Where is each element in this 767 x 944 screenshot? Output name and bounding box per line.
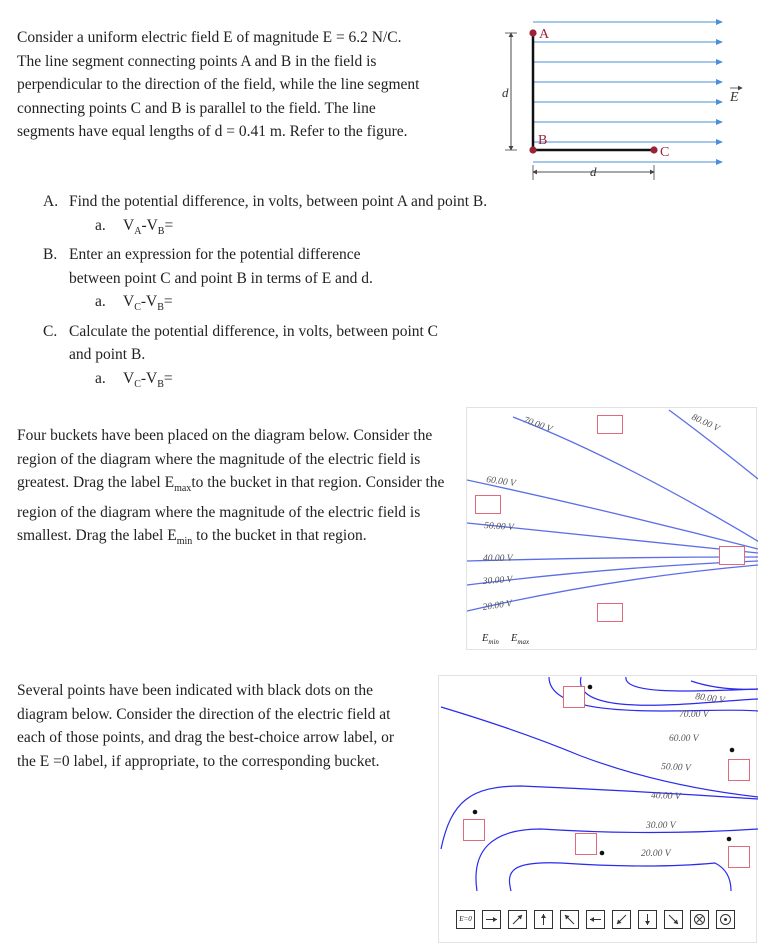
contour-label-70-b: 70.00 V bbox=[679, 710, 709, 720]
part-c-sub-letter: a. bbox=[95, 369, 106, 387]
up-right-arrow-icon[interactable] bbox=[508, 910, 527, 929]
part-a-text: Find the potential difference, in volts, between point A and point B. bbox=[69, 193, 488, 210]
part-a-sub-letter: a. bbox=[95, 216, 106, 234]
part-b bbox=[43, 243, 413, 290]
down-left-arrow-icon[interactable] bbox=[612, 910, 631, 929]
part-c-answer-label[interactable]: $V_C-V_B=$ bbox=[123, 369, 173, 390]
field-e-label: E bbox=[730, 90, 739, 105]
direction-bucket-5[interactable] bbox=[728, 846, 750, 868]
d-vertical-label: d bbox=[502, 85, 509, 100]
part-b-answer-row bbox=[95, 290, 563, 320]
contour-label-70: 70.00 V bbox=[521, 415, 554, 435]
point-a-label: A bbox=[539, 27, 550, 42]
uniform-field-figure bbox=[490, 10, 760, 192]
field-magnitude-diagram bbox=[466, 407, 757, 650]
contour-label-30-b: 30.00 V bbox=[646, 821, 676, 831]
emin-label[interactable]: $E_{min}$ bbox=[482, 633, 499, 647]
part-b-letter: B. bbox=[43, 246, 58, 264]
problem1-parts bbox=[43, 190, 563, 396]
part-c-letter: C. bbox=[43, 322, 58, 340]
into-page-icon[interactable] bbox=[690, 910, 709, 929]
down-arrow-icon[interactable] bbox=[638, 910, 657, 929]
out-of-page-icon[interactable] bbox=[716, 910, 735, 929]
up-arrow-icon[interactable] bbox=[534, 910, 553, 929]
part-c bbox=[43, 320, 443, 367]
d-horizontal-label: d bbox=[590, 164, 597, 179]
contour-label-30: 30.00 V bbox=[482, 574, 513, 587]
contour-label-20-b: 20.00 V bbox=[641, 849, 671, 859]
bucket-top-center[interactable] bbox=[597, 415, 623, 434]
contour-label-40-b: 40.00 V bbox=[650, 791, 681, 803]
part-c-text: Calculate the potential difference, in volts, between point C and point B. bbox=[69, 322, 439, 364]
contour-label-60: 60.00 V bbox=[485, 475, 517, 490]
right-arrow-icon[interactable] bbox=[482, 910, 501, 929]
emax-label[interactable]: $E_{max}$ bbox=[511, 633, 530, 647]
part-c-answer-row bbox=[95, 367, 563, 397]
part-b-answer-label[interactable]: $V_C-V_B=$ bbox=[123, 293, 173, 314]
part-a-letter: A. bbox=[43, 193, 59, 210]
field-direction-diagram bbox=[438, 675, 757, 943]
bucket-left[interactable] bbox=[475, 495, 501, 514]
problem2-text: Four buckets have been placed on the diagram below. Consider the region of the diagram where the magnitude of the electric field is greatest. Drag the label $E_{max}to$ the bucket in that region. Consider the region of the diagram where the magnitude of the electric field is smallest. Drag the label $E_{min}$ to the bucket in that region. bbox=[17, 427, 445, 548]
up-left-arrow-icon[interactable] bbox=[560, 910, 579, 929]
left-arrow-icon[interactable] bbox=[586, 910, 605, 929]
part-b-text: Enter an expression for the potential difference between point C and point B in terms of E and d. bbox=[69, 246, 373, 287]
e-zero-label[interactable]: E=0 bbox=[456, 910, 475, 929]
problem3-text: Several points have been indicated with black dots on the diagram below. Consider the direction of the electric field at each of those points, and drag the best-choice arrow label, or the E =0 label, if appropriate, to the corresponding bucket. bbox=[17, 682, 395, 770]
contour-label-80: 80.00 V bbox=[689, 412, 721, 435]
bucket-right[interactable] bbox=[719, 546, 745, 565]
contour-plot-3 bbox=[439, 676, 758, 944]
point-b-label: B bbox=[538, 133, 548, 148]
direction-bucket-1[interactable] bbox=[563, 686, 585, 708]
contour-label-50: 50.00 V bbox=[483, 521, 514, 534]
problem1-intro: Consider a uniform electric field E of magnitude E = 6.2 N/C. The line segment connecting points A and B in the field is perpendicular to the direction of the field, while the line segment connecting points C and B is parallel to the field. The line segments have equal lengths of d = 0.41 m. Refer to the figure. bbox=[17, 29, 420, 140]
contour-label-20: 20.00 V bbox=[482, 598, 513, 613]
point-c-label: C bbox=[660, 145, 670, 160]
contour-label-80-b: 80.00 V bbox=[694, 692, 726, 707]
direction-bucket-4[interactable] bbox=[575, 833, 597, 855]
part-a bbox=[43, 190, 563, 214]
part-a-answer-row bbox=[95, 214, 563, 244]
contour-label-60-b: 60.00 V bbox=[669, 734, 699, 744]
part-b-sub-letter: a. bbox=[95, 293, 106, 311]
bucket-bottom-center[interactable] bbox=[597, 603, 623, 622]
direction-bucket-2[interactable] bbox=[728, 759, 750, 781]
part-a-answer-label[interactable]: $V_A-V_B=$ bbox=[123, 216, 174, 237]
direction-bucket-3[interactable] bbox=[463, 819, 485, 841]
down-right-arrow-icon[interactable] bbox=[664, 910, 683, 929]
contour-label-50-b: 50.00 V bbox=[660, 762, 691, 774]
contour-label-40: 40.00 V bbox=[483, 554, 513, 564]
